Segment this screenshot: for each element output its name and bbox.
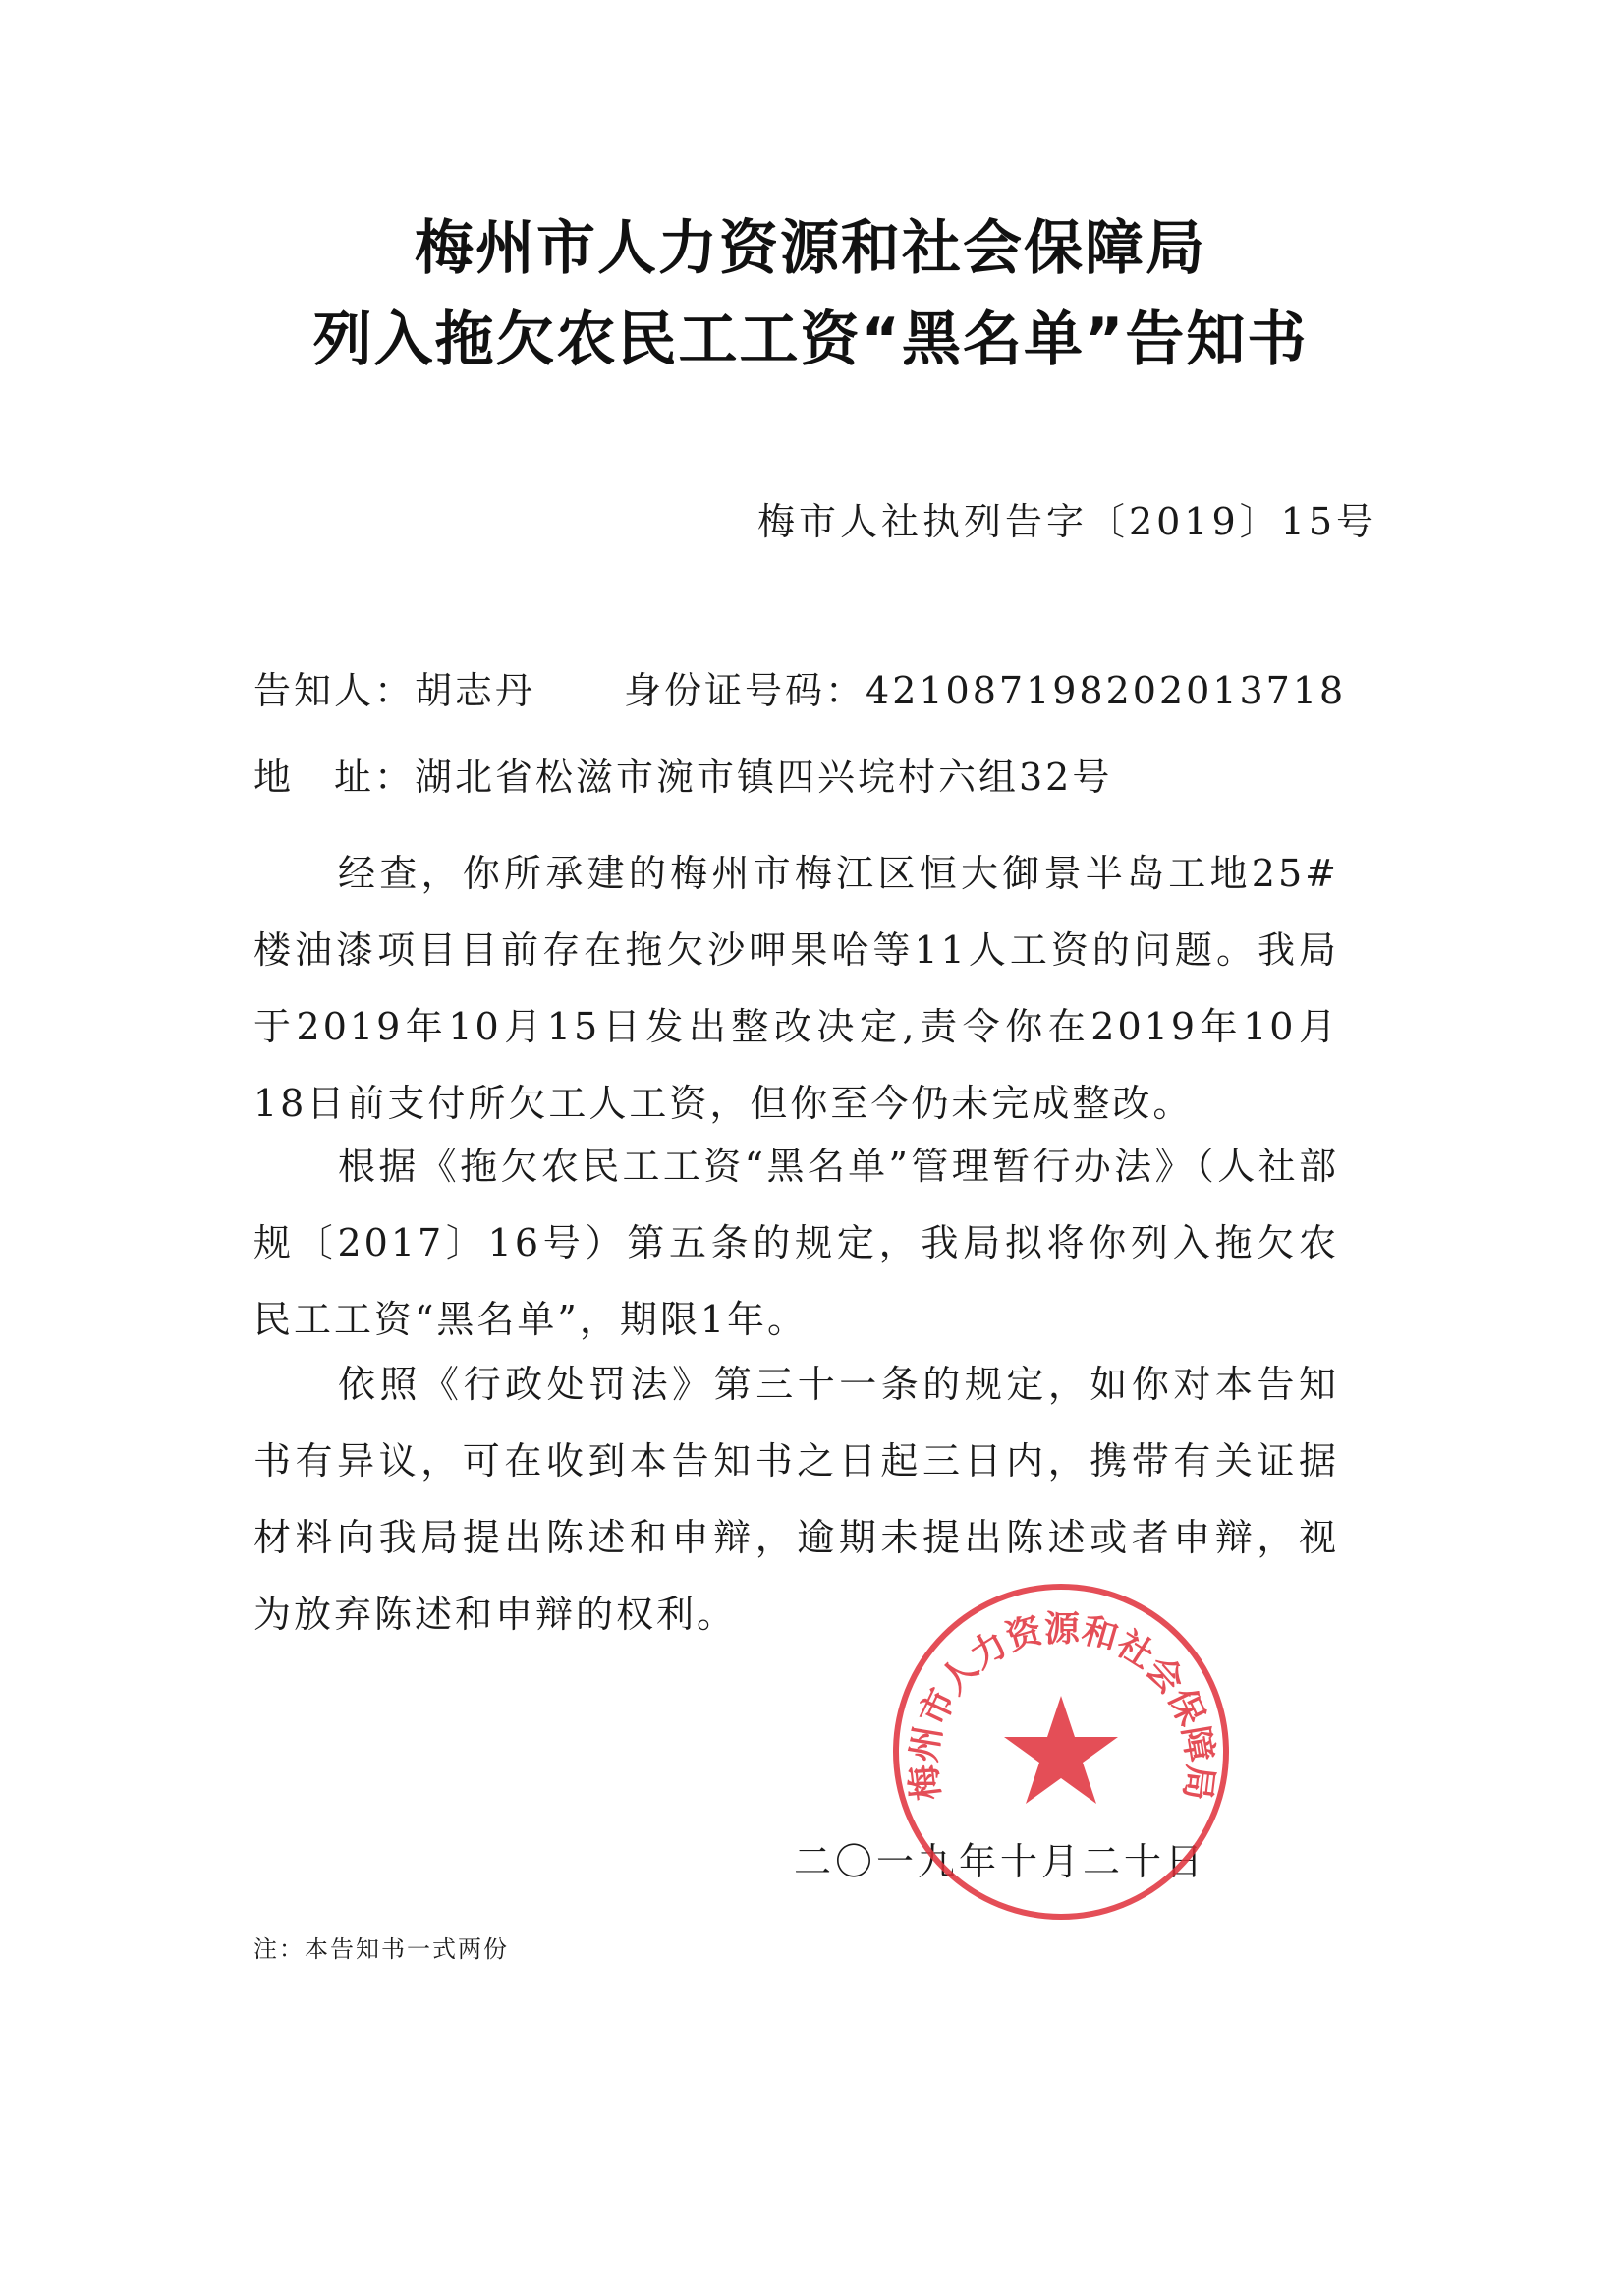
seal-star-icon (1004, 1696, 1118, 1804)
recipient-name: 告知人：胡志丹 (253, 669, 536, 712)
document-title-line2: 列入拖欠农民工工资“黑名单”告知书 (312, 306, 1309, 374)
document-title-line1: 梅州市人力资源和社会保障局 (415, 214, 1206, 283)
seal-text: 梅州市人力资源和社会保障局 (903, 1608, 1221, 1803)
document-number: 梅市人社执列告字〔2019〕15号 (756, 500, 1377, 543)
paragraph-findings: 经查，你所承建的梅州市梅江区恒大御景半岛工地25#楼油漆项目目前存在拖欠沙呷果哈等11人工资的问题。我局于2019年10月15日发出整改决定,责令你在2019年10月18日前支付所欠工人工资，但你至今仍未完成整改。 (253, 852, 1339, 1125)
footnote: 注：本告知书一式两份 (253, 1935, 509, 1963)
paragraph-appeal-rights: 依照《行政处罚法》第三十一条的规定，如你对本告知书有异议，可在收到本告知书之日起三日内，携带有关证据材料向我局提出陈述和申辩，逾期未提出陈述或者申辩，视为放弃陈述和申辩的权利。 (253, 1363, 1339, 1636)
recipient-id-number: 身份证号码：421087198202013718 (624, 669, 1347, 712)
official-seal (889, 1580, 1233, 1924)
paragraph-legal-basis: 根据《拖欠农民工工资“黑名单”管理暂行办法》（人社部规〔2017〕16号）第五条的规定，我局拟将你列入拖欠农民工工资“黑名单”，期限1年。 (253, 1145, 1339, 1341)
recipient-row (253, 660, 1346, 714)
issue-date: 二〇一九年十月二十日 (794, 1840, 1207, 1883)
recipient-address: 地 址：湖北省松滋市涴市镇四兴垸村六组32号 (253, 756, 1113, 799)
